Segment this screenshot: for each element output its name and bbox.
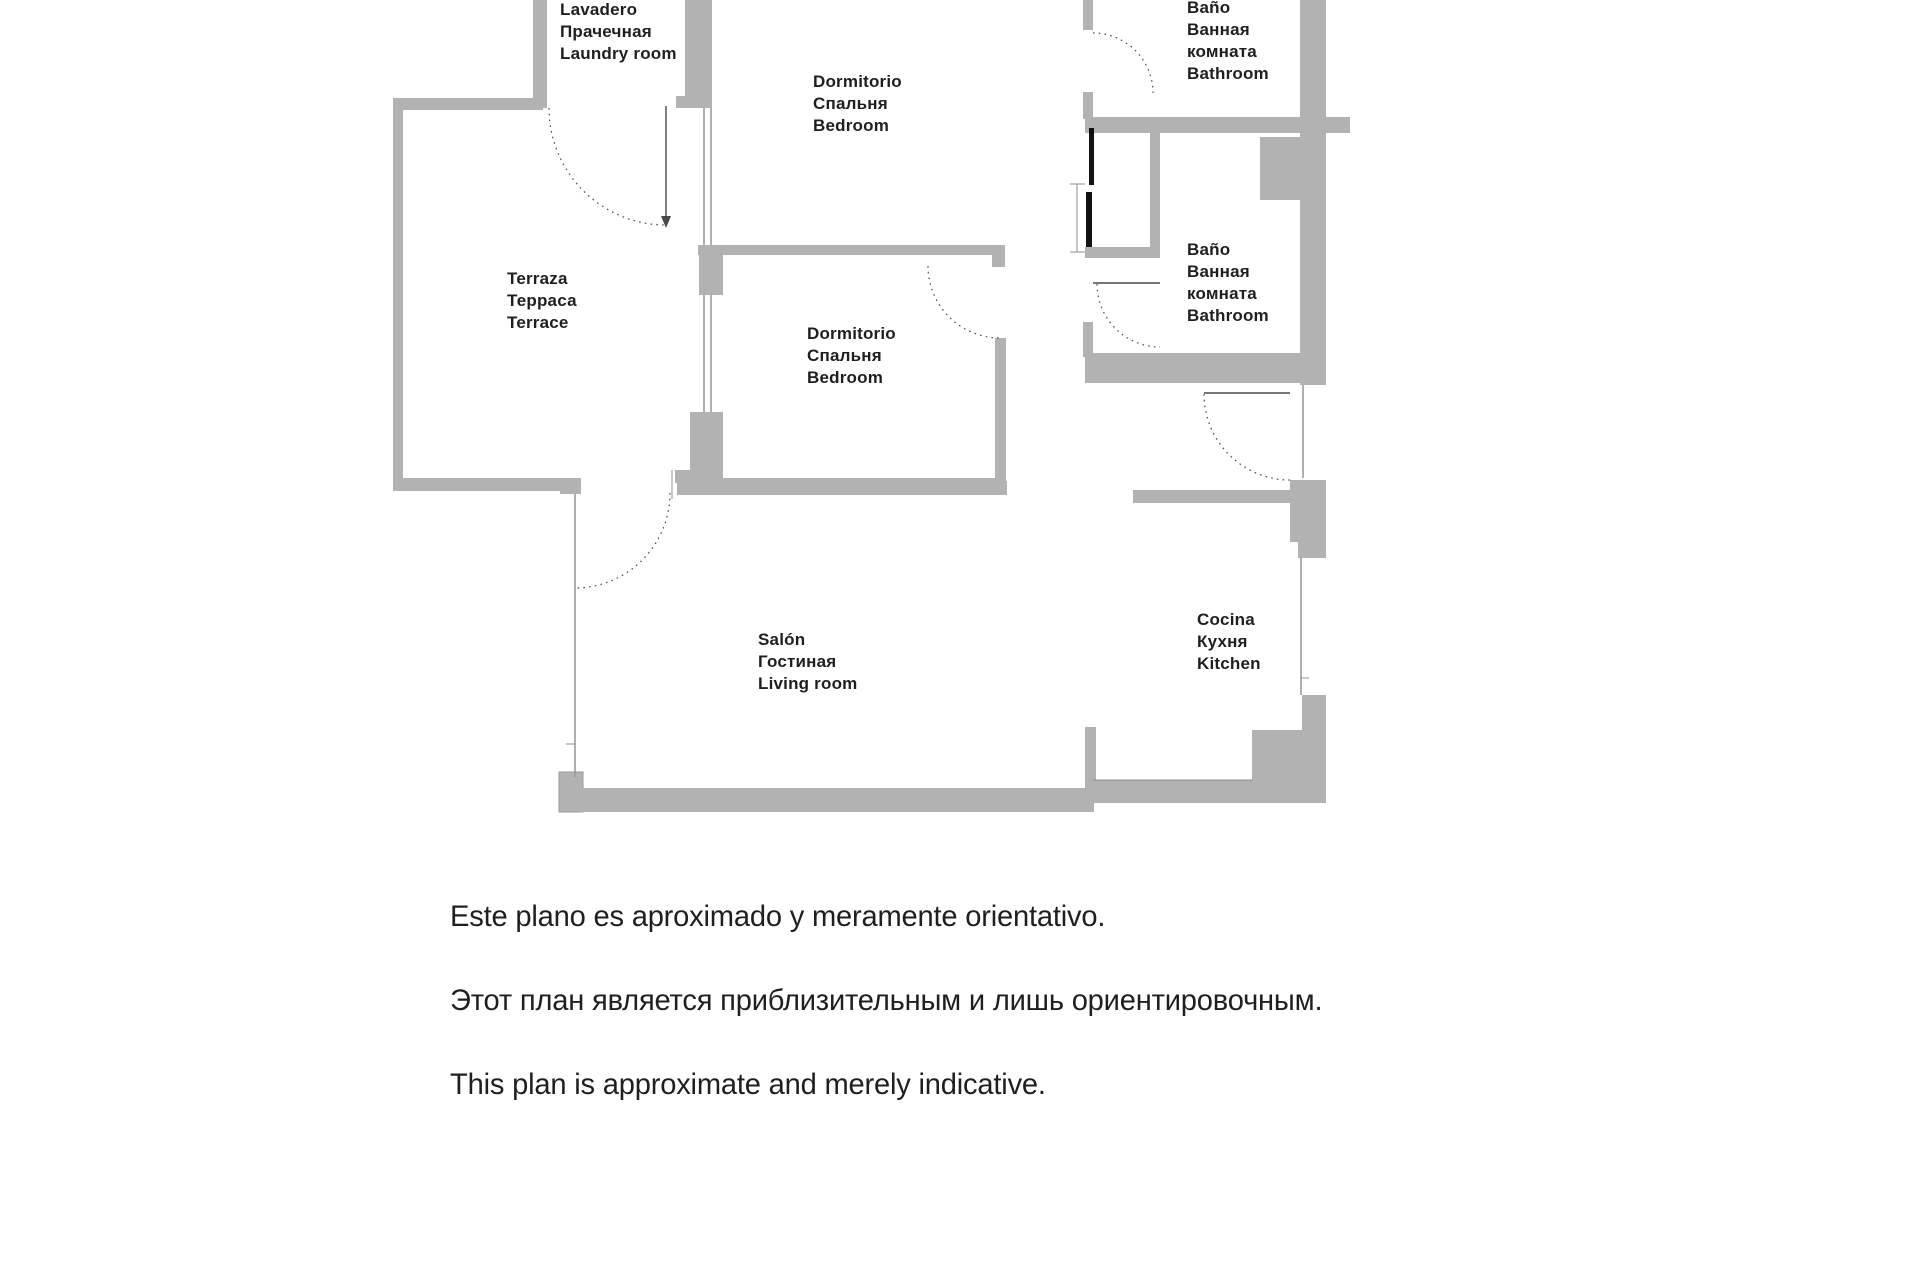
black-window-segments <box>1086 128 1094 247</box>
room-label-line: Bedroom <box>807 368 884 387</box>
room-label-laundry <box>560 0 677 65</box>
room-label-line: Кухня <box>1197 632 1248 651</box>
door-arc-bathroom1 <box>1093 33 1153 93</box>
room-label-line: комната <box>1187 42 1257 61</box>
room-label-line: Laundry room <box>560 44 677 63</box>
wall-bedroom2-door-block <box>992 255 1005 267</box>
wall-kitchen-top-right-block <box>1290 480 1326 542</box>
room-label-line: Спальня <box>807 346 882 365</box>
wall-terrace-corner-block <box>560 478 581 494</box>
door-arc-hallway <box>1204 394 1290 480</box>
wall-bedroom2-bottom <box>723 478 1005 488</box>
room-label-bathroom-middle <box>1187 239 1269 327</box>
wall-kitchen-top-right-ext <box>1298 542 1326 558</box>
room-label-line: Dormitorio <box>813 72 902 91</box>
wall-bath1-left-bottom <box>1083 92 1093 119</box>
wall-living-kitchen-stub <box>1085 727 1096 788</box>
disclaimer-es: Este plano es aproximado y meramente orientativo. <box>450 900 1106 933</box>
room-label-line: Lavadero <box>560 0 638 19</box>
doors-layer <box>549 33 1290 588</box>
wall-bottom-right-block <box>1252 730 1326 803</box>
room-label-line: Bathroom <box>1187 64 1269 83</box>
room-label-line: Dormitorio <box>807 324 896 343</box>
door-arc-laundry <box>549 108 666 225</box>
room-label-line: Bedroom <box>813 116 890 135</box>
door-leaf-arrowhead <box>661 216 671 228</box>
wall-bedroom2-right <box>995 338 1006 492</box>
room-label-terrace <box>507 268 577 334</box>
room-label-line: Salón <box>758 630 806 649</box>
wall-laundry-left <box>533 0 547 108</box>
room-label-line: Ванная <box>1187 262 1250 281</box>
wall-living-bottom <box>578 788 1094 812</box>
wall-bedroom2-top <box>698 245 1005 255</box>
disclaimer-ru: Этот план является приблизительным и лишь ориентировочным. <box>450 984 1323 1017</box>
wall-kitchen-bottom <box>1093 780 1253 803</box>
room-label-living-room <box>758 629 857 695</box>
wall-shaft-bottom <box>1085 247 1160 258</box>
wall-shaft-right <box>1150 128 1160 247</box>
wall-laundry-jamb <box>676 96 688 108</box>
disclaimer-en: This plan is approximate and merely indicative. <box>450 1068 1046 1101</box>
room-label-line: Baño <box>1187 0 1231 17</box>
room-label-line: Living room <box>758 674 858 693</box>
room-label-kitchen <box>1197 609 1261 675</box>
door-arc-bedroom2 <box>928 266 1000 338</box>
wall-terrace-top <box>393 98 543 110</box>
wall-terrace-left <box>393 98 403 490</box>
wall-bath2-door-stub <box>1083 322 1093 357</box>
room-label-line: комната <box>1187 284 1257 303</box>
door-arc-bathroom2 <box>1097 284 1160 347</box>
room-label-line: Terrace <box>507 313 569 332</box>
wall-bath2-right-pier <box>1260 137 1303 200</box>
black-window-segment <box>1086 192 1092 247</box>
windows-layer <box>566 108 1309 780</box>
black-window-segment <box>1089 128 1094 185</box>
room-label-bathroom-top <box>1187 0 1269 85</box>
wall-terrace-bottom <box>393 478 562 491</box>
wall-kitchen-top <box>1133 490 1290 503</box>
room-label-line: Ванная <box>1187 20 1250 39</box>
wall-bath1-left-top <box>1083 0 1093 30</box>
wall-right-upper <box>1300 0 1326 385</box>
room-label-bedroom-top <box>813 71 902 137</box>
room-label-line: Гостиная <box>758 652 837 671</box>
room-label-line: Baño <box>1187 240 1231 259</box>
room-label-line: Терраса <box>507 291 577 310</box>
room-label-line: Спальня <box>813 94 888 113</box>
door-arc-living-terrace <box>575 493 670 588</box>
room-label-line: Прачечная <box>560 22 652 41</box>
wall-bath2-bottom <box>1085 353 1303 383</box>
room-label-line: Cocina <box>1197 610 1255 629</box>
room-label-line: Terraza <box>507 269 568 288</box>
wall-laundry-right <box>685 0 712 108</box>
room-label-line: Bathroom <box>1187 306 1269 325</box>
room-label-bedroom-middle <box>807 323 896 389</box>
room-label-line: Kitchen <box>1197 654 1261 673</box>
